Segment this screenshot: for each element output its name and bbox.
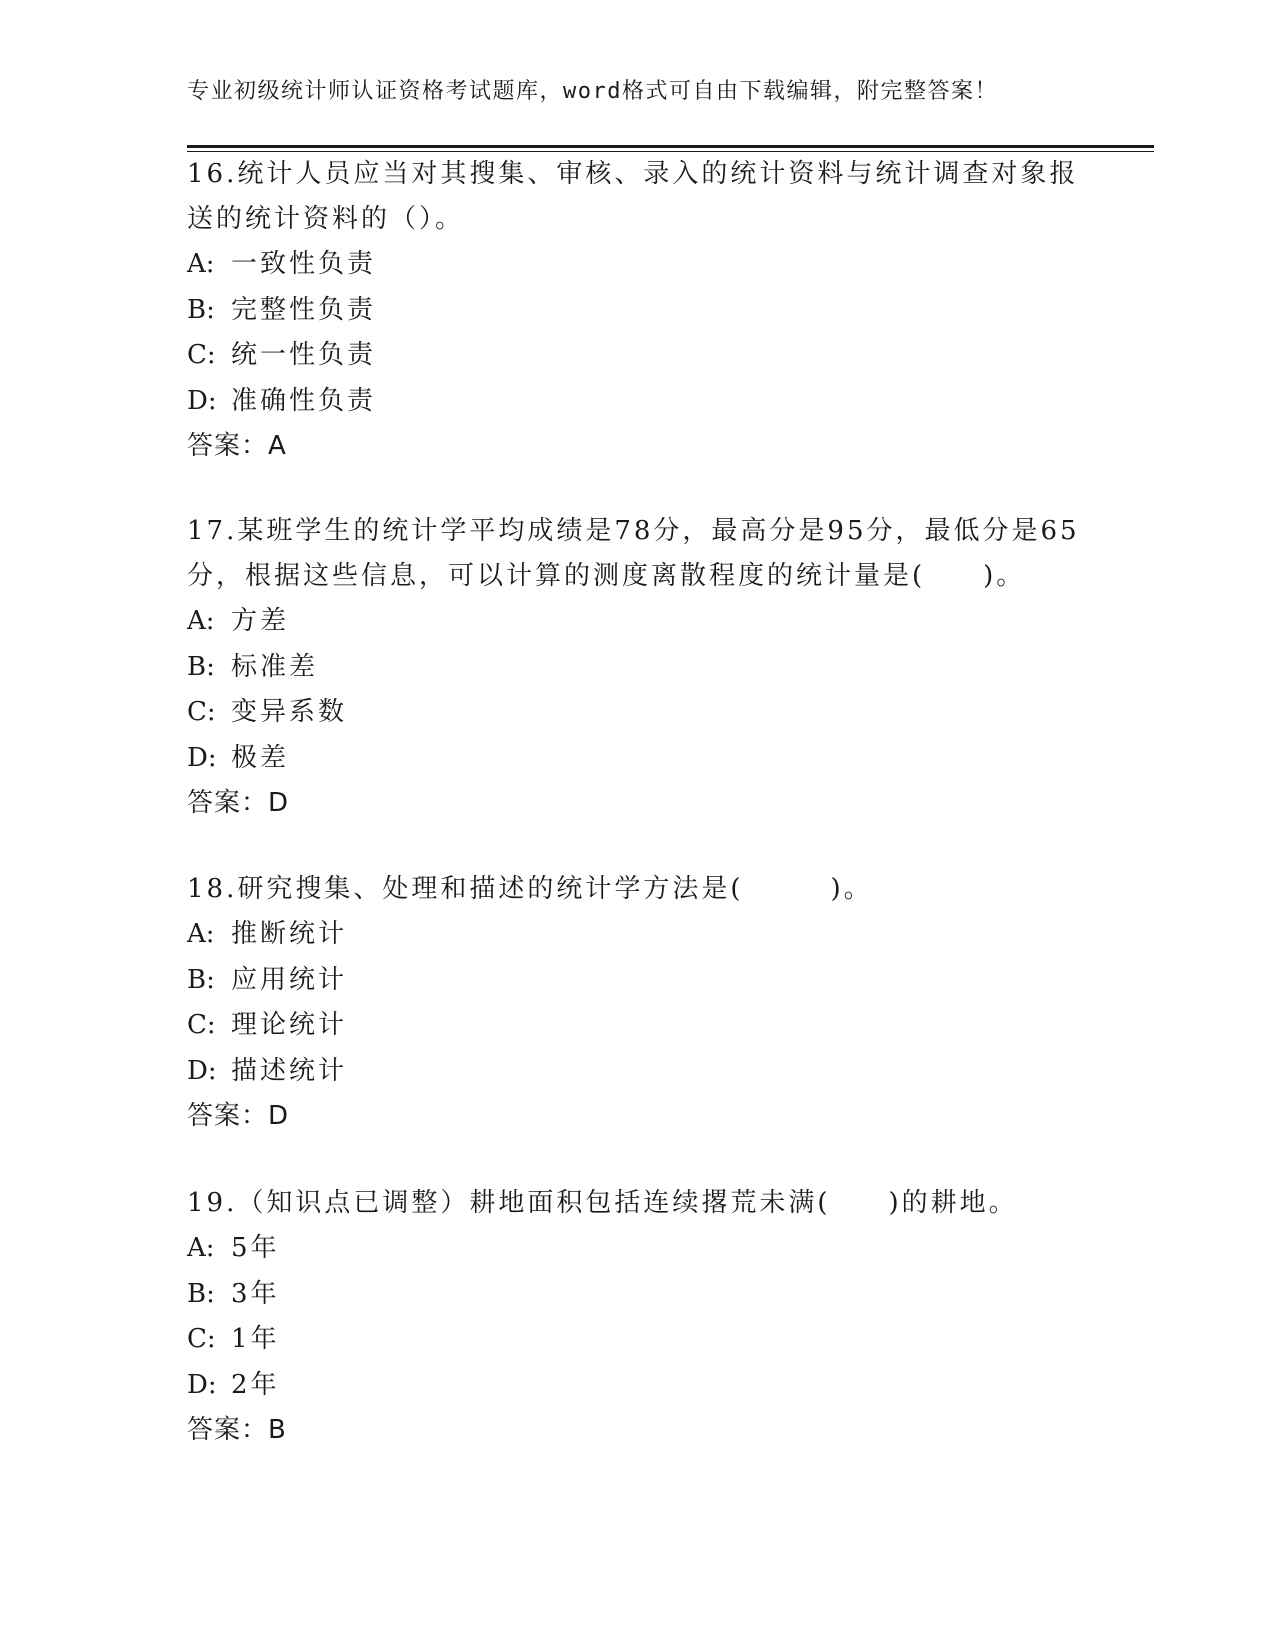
option-d xyxy=(187,379,1087,425)
question-18 xyxy=(187,867,1087,1139)
option-c xyxy=(187,690,1087,736)
option-text: 3年 xyxy=(231,1278,280,1309)
answer-label: 答案： xyxy=(187,1101,269,1131)
option-label: B: xyxy=(187,651,215,682)
page-header: 专业初级统计师认证资格考试题库，word格式可自由下载编辑，附完整答案！ xyxy=(187,79,998,104)
option-c xyxy=(187,1003,1087,1049)
option-a xyxy=(187,912,1087,958)
option-b xyxy=(187,645,1087,691)
option-c xyxy=(187,1317,1087,1363)
option-a xyxy=(187,242,1087,288)
question-17 xyxy=(187,509,1087,826)
option-label: A: xyxy=(187,1233,215,1263)
option-label: D: xyxy=(187,742,217,773)
option-text: 极差 xyxy=(231,742,290,773)
option-d xyxy=(187,1363,1087,1409)
question-16 xyxy=(187,152,1087,469)
option-c xyxy=(187,333,1087,379)
answer-value: D xyxy=(268,1101,289,1131)
answer-label: 答案： xyxy=(187,788,269,818)
header-divider-thick xyxy=(187,145,1154,148)
option-label: C: xyxy=(187,340,216,370)
answer-value: B xyxy=(268,1415,286,1445)
option-text: 2年 xyxy=(231,1369,280,1400)
option-text: 完整性负责 xyxy=(231,294,377,325)
option-label: B: xyxy=(187,1278,215,1309)
option-b xyxy=(187,958,1087,1004)
option-d xyxy=(187,736,1087,782)
answer-label: 答案： xyxy=(187,1415,269,1445)
option-label: B: xyxy=(187,294,215,325)
option-text: 准确性负责 xyxy=(231,385,377,416)
option-b xyxy=(187,1272,1087,1318)
answer-line xyxy=(187,1408,1087,1453)
option-label: C: xyxy=(187,1010,216,1040)
option-text: 方差 xyxy=(231,606,290,636)
option-a xyxy=(187,599,1087,645)
option-label: D: xyxy=(187,1055,217,1086)
answer-label: 答案： xyxy=(187,431,269,461)
option-text: 1年 xyxy=(231,1324,280,1354)
question-19 xyxy=(187,1181,1087,1453)
question-stem: 17.某班学生的统计学平均成绩是78分，最高分是95分，最低分是65 xyxy=(187,516,1080,546)
option-d xyxy=(187,1049,1087,1095)
question-stem: 18.研究搜集、处理和描述的统计学方法是( )。 xyxy=(187,874,873,904)
option-label: A: xyxy=(187,919,215,949)
question-stem-continued: 分，根据这些信息，可以计算的测度离散程度的统计量是( )。 xyxy=(187,561,1026,591)
answer-value: D xyxy=(268,788,289,818)
option-label: C: xyxy=(187,1324,216,1354)
option-label: D: xyxy=(187,1369,217,1400)
option-text: 应用统计 xyxy=(231,964,348,995)
option-label: D: xyxy=(187,385,217,416)
option-text: 标准差 xyxy=(231,651,319,682)
question-stem: 16.统计人员应当对其搜集、审核、录入的统计资料与统计调查对象报 xyxy=(187,159,1079,189)
answer-value: A xyxy=(268,431,286,461)
option-label: B: xyxy=(187,964,215,995)
answer-line xyxy=(187,424,1087,469)
option-b xyxy=(187,288,1087,334)
question-stem: 19.（知识点已调整）耕地面积包括连续撂荒未满( )的耕地。 xyxy=(187,1188,1018,1218)
option-text: 变异系数 xyxy=(231,697,348,727)
option-label: C: xyxy=(187,697,216,727)
option-text: 推断统计 xyxy=(231,919,348,949)
question-stem-continued: 送的统计资料的（）。 xyxy=(187,204,465,234)
answer-line xyxy=(187,781,1087,826)
option-label: A: xyxy=(187,606,215,636)
option-a xyxy=(187,1226,1087,1272)
option-text: 统一性负责 xyxy=(231,340,377,370)
option-text: 一致性负责 xyxy=(231,249,377,279)
option-label: A: xyxy=(187,249,215,279)
answer-line xyxy=(187,1094,1087,1139)
option-text: 理论统计 xyxy=(231,1010,348,1040)
option-text: 描述统计 xyxy=(231,1055,348,1086)
option-text: 5年 xyxy=(231,1233,280,1263)
